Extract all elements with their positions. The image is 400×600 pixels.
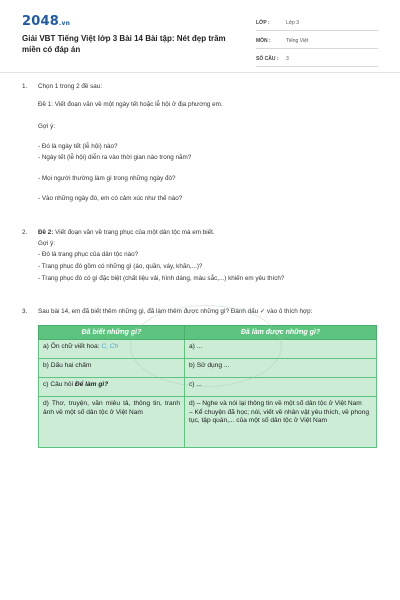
table-cell-known[interactable]: b) Dấu hai chấm [39, 359, 185, 378]
logo-tld: .vn [58, 20, 71, 27]
document-title-line-1: Giải VBT Tiếng Việt lớp 3 Bài 14 Bài tập: Nét đẹp trăm [22, 34, 226, 43]
logo-main: 2048 [22, 14, 59, 29]
meta-row-count [256, 52, 378, 67]
table-cell-done[interactable] [185, 397, 377, 448]
cell-italic-text: Để làm gì? [74, 381, 109, 388]
question-1-hint: - Mọi người thường làm gì trong những ngày đó? [38, 175, 176, 182]
table-row [39, 378, 377, 397]
table-row [39, 340, 377, 359]
table-cell-known[interactable]: d) Thơ, truyện, văn miêu tả, thông tin, tranh ảnh về một số dân tộc ở Việt Nam [39, 397, 185, 448]
table-cell-done[interactable]: a) ... [185, 340, 377, 359]
document-title [22, 33, 242, 55]
table-header-known: Đã biết những gì? [39, 326, 185, 340]
question-2-hint-label: Gợi ý: [38, 240, 56, 247]
meta-row-subject [256, 34, 378, 49]
document-meta [256, 16, 378, 70]
cell-line: d) – Nghe và nói lại thông tin về một số dân tộc ở Việt Nam [189, 400, 362, 407]
table-cell-done[interactable]: b) Sử dụng ... [185, 359, 377, 378]
cell-text: c) Câu hỏi [43, 381, 74, 388]
question-1-hint: - Đó là ngày tết (lễ hội) nào? [38, 143, 118, 150]
meta-value: Lớp 3 [286, 20, 300, 26]
question-3-number: 3. [22, 308, 28, 315]
question-2-topic-text: Viết đoạn văn về trang phục của một dân tộc mà em biết. [53, 229, 215, 236]
meta-row-class [256, 16, 378, 31]
table-row [39, 397, 377, 448]
question-3-prompt: Sau bài 14, em đã biết thêm những gì, đã làm thêm được những gì? Đánh dấu ✓ vào ô thích hợp: [38, 308, 313, 315]
table-cell-known[interactable] [39, 340, 185, 359]
question-2-hint: - Trang phục đó gồm có những gì (áo, quần, váy, khăn,...)? [38, 263, 203, 270]
table-cell-known[interactable] [39, 378, 185, 397]
question-1-hint: - Ngày tết (lễ hội) diễn ra vào thời gian nào trong năm? [38, 154, 192, 161]
table-cell-done[interactable]: c) ... [185, 378, 377, 397]
question-1-hint: - Vào những ngày đó, em có cảm xúc như thế nào? [38, 195, 183, 202]
question-2-number: 2. [22, 229, 28, 236]
self-assessment-table [38, 325, 377, 448]
table-row [39, 359, 377, 378]
question-1-prompt: Chọn 1 trong 2 đề sau: [38, 83, 103, 90]
question-1-hint-label: Gợi ý: [38, 123, 56, 130]
site-logo[interactable] [22, 14, 70, 29]
meta-label: LỚP : [256, 20, 270, 26]
document-title-line-2: miền có đáp án [22, 45, 81, 54]
cell-line: – Kể chuyện đã học; nói, viết về nhân vật yêu thích, về phong tục, tập quán,... của một số dân tộc ở Việt Nam [189, 408, 369, 424]
question-1-topic: Đề 1: Viết đoạn văn về một ngày tết hoặc lễ hội ở địa phương em. [38, 101, 223, 108]
meta-label: SỐ CÂU : [256, 56, 279, 62]
question-2-topic-label: Đề 2: [38, 229, 54, 236]
question-2-hint: - Trang phục đó có gì đặc biệt (chất liệu vải, hình dáng, màu sắc,...) khiến em yêu thích? [38, 275, 285, 282]
question-2-hint: - Đó là trang phục của dân tộc nào? [38, 251, 139, 258]
question-1-number: 1. [22, 83, 28, 90]
table-header-done: Đã làm được những gì? [185, 326, 377, 340]
meta-value: 3 [286, 56, 289, 62]
meta-label: MÔN : [256, 38, 271, 44]
question-2-topic [38, 229, 215, 237]
cell-text: a) Ôn chữ viết hoa: [43, 343, 100, 350]
header-divider [0, 72, 400, 73]
table-header-row [39, 326, 377, 340]
meta-value: Tiếng Việt [286, 38, 309, 44]
cell-extra-letters: C, Ch [101, 343, 119, 350]
